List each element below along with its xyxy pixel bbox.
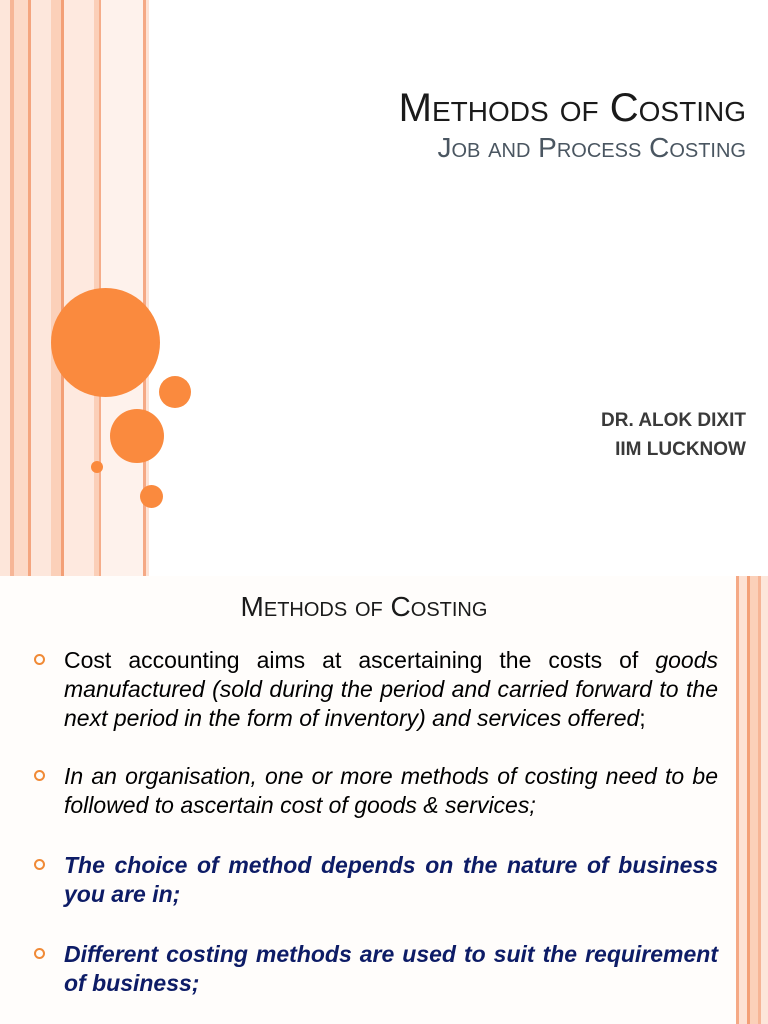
decor-stripe (0, 0, 10, 576)
bullet-text: The choice of method depends on the nature of business you are in; (64, 852, 718, 907)
bullet-item (34, 646, 718, 733)
bullet-text: Cost accounting aims at ascertaining the costs of goods manufactured (sold during the period and carried forward to the next period in the form of inventory) and services offered; (64, 647, 718, 731)
decor-stripe (750, 576, 758, 1024)
decor-stripe (761, 576, 768, 1024)
decor-stripe (64, 0, 94, 576)
slide-title: Methods of Costing (240, 591, 488, 622)
decor-stripe (31, 0, 51, 576)
bullet-text: In an organisation, one or more methods of costing need to be followed to ascertain cost of goods & services; (64, 763, 718, 818)
bullet-text: Different costing methods are used to suit the requirement of business; (64, 941, 718, 996)
decor-circle (91, 461, 103, 473)
decor-stripe (51, 0, 61, 576)
bullet-marker-icon (34, 859, 45, 870)
decor-circle (110, 409, 164, 463)
slide-title: Methods of Costing (398, 86, 746, 130)
bullet-item (34, 762, 718, 820)
bullet-marker-icon (34, 654, 45, 665)
decor-stripe (14, 0, 28, 576)
decor-stripe (739, 576, 747, 1024)
bullet-item (34, 940, 718, 998)
slide-subtitle: Job and Process Costing (437, 132, 746, 163)
bullet-item (34, 851, 718, 909)
content-slide (0, 576, 768, 1024)
decor-circle (140, 485, 163, 508)
bullet-marker-icon (34, 770, 45, 781)
decor-circle-large (51, 288, 160, 397)
bullet-marker-icon (34, 948, 45, 959)
author-block (601, 406, 746, 464)
author-name: DR. ALOK DIXIT (601, 410, 746, 431)
author-affiliation: IIM LUCKNOW (615, 439, 746, 460)
decor-circle (159, 376, 191, 408)
